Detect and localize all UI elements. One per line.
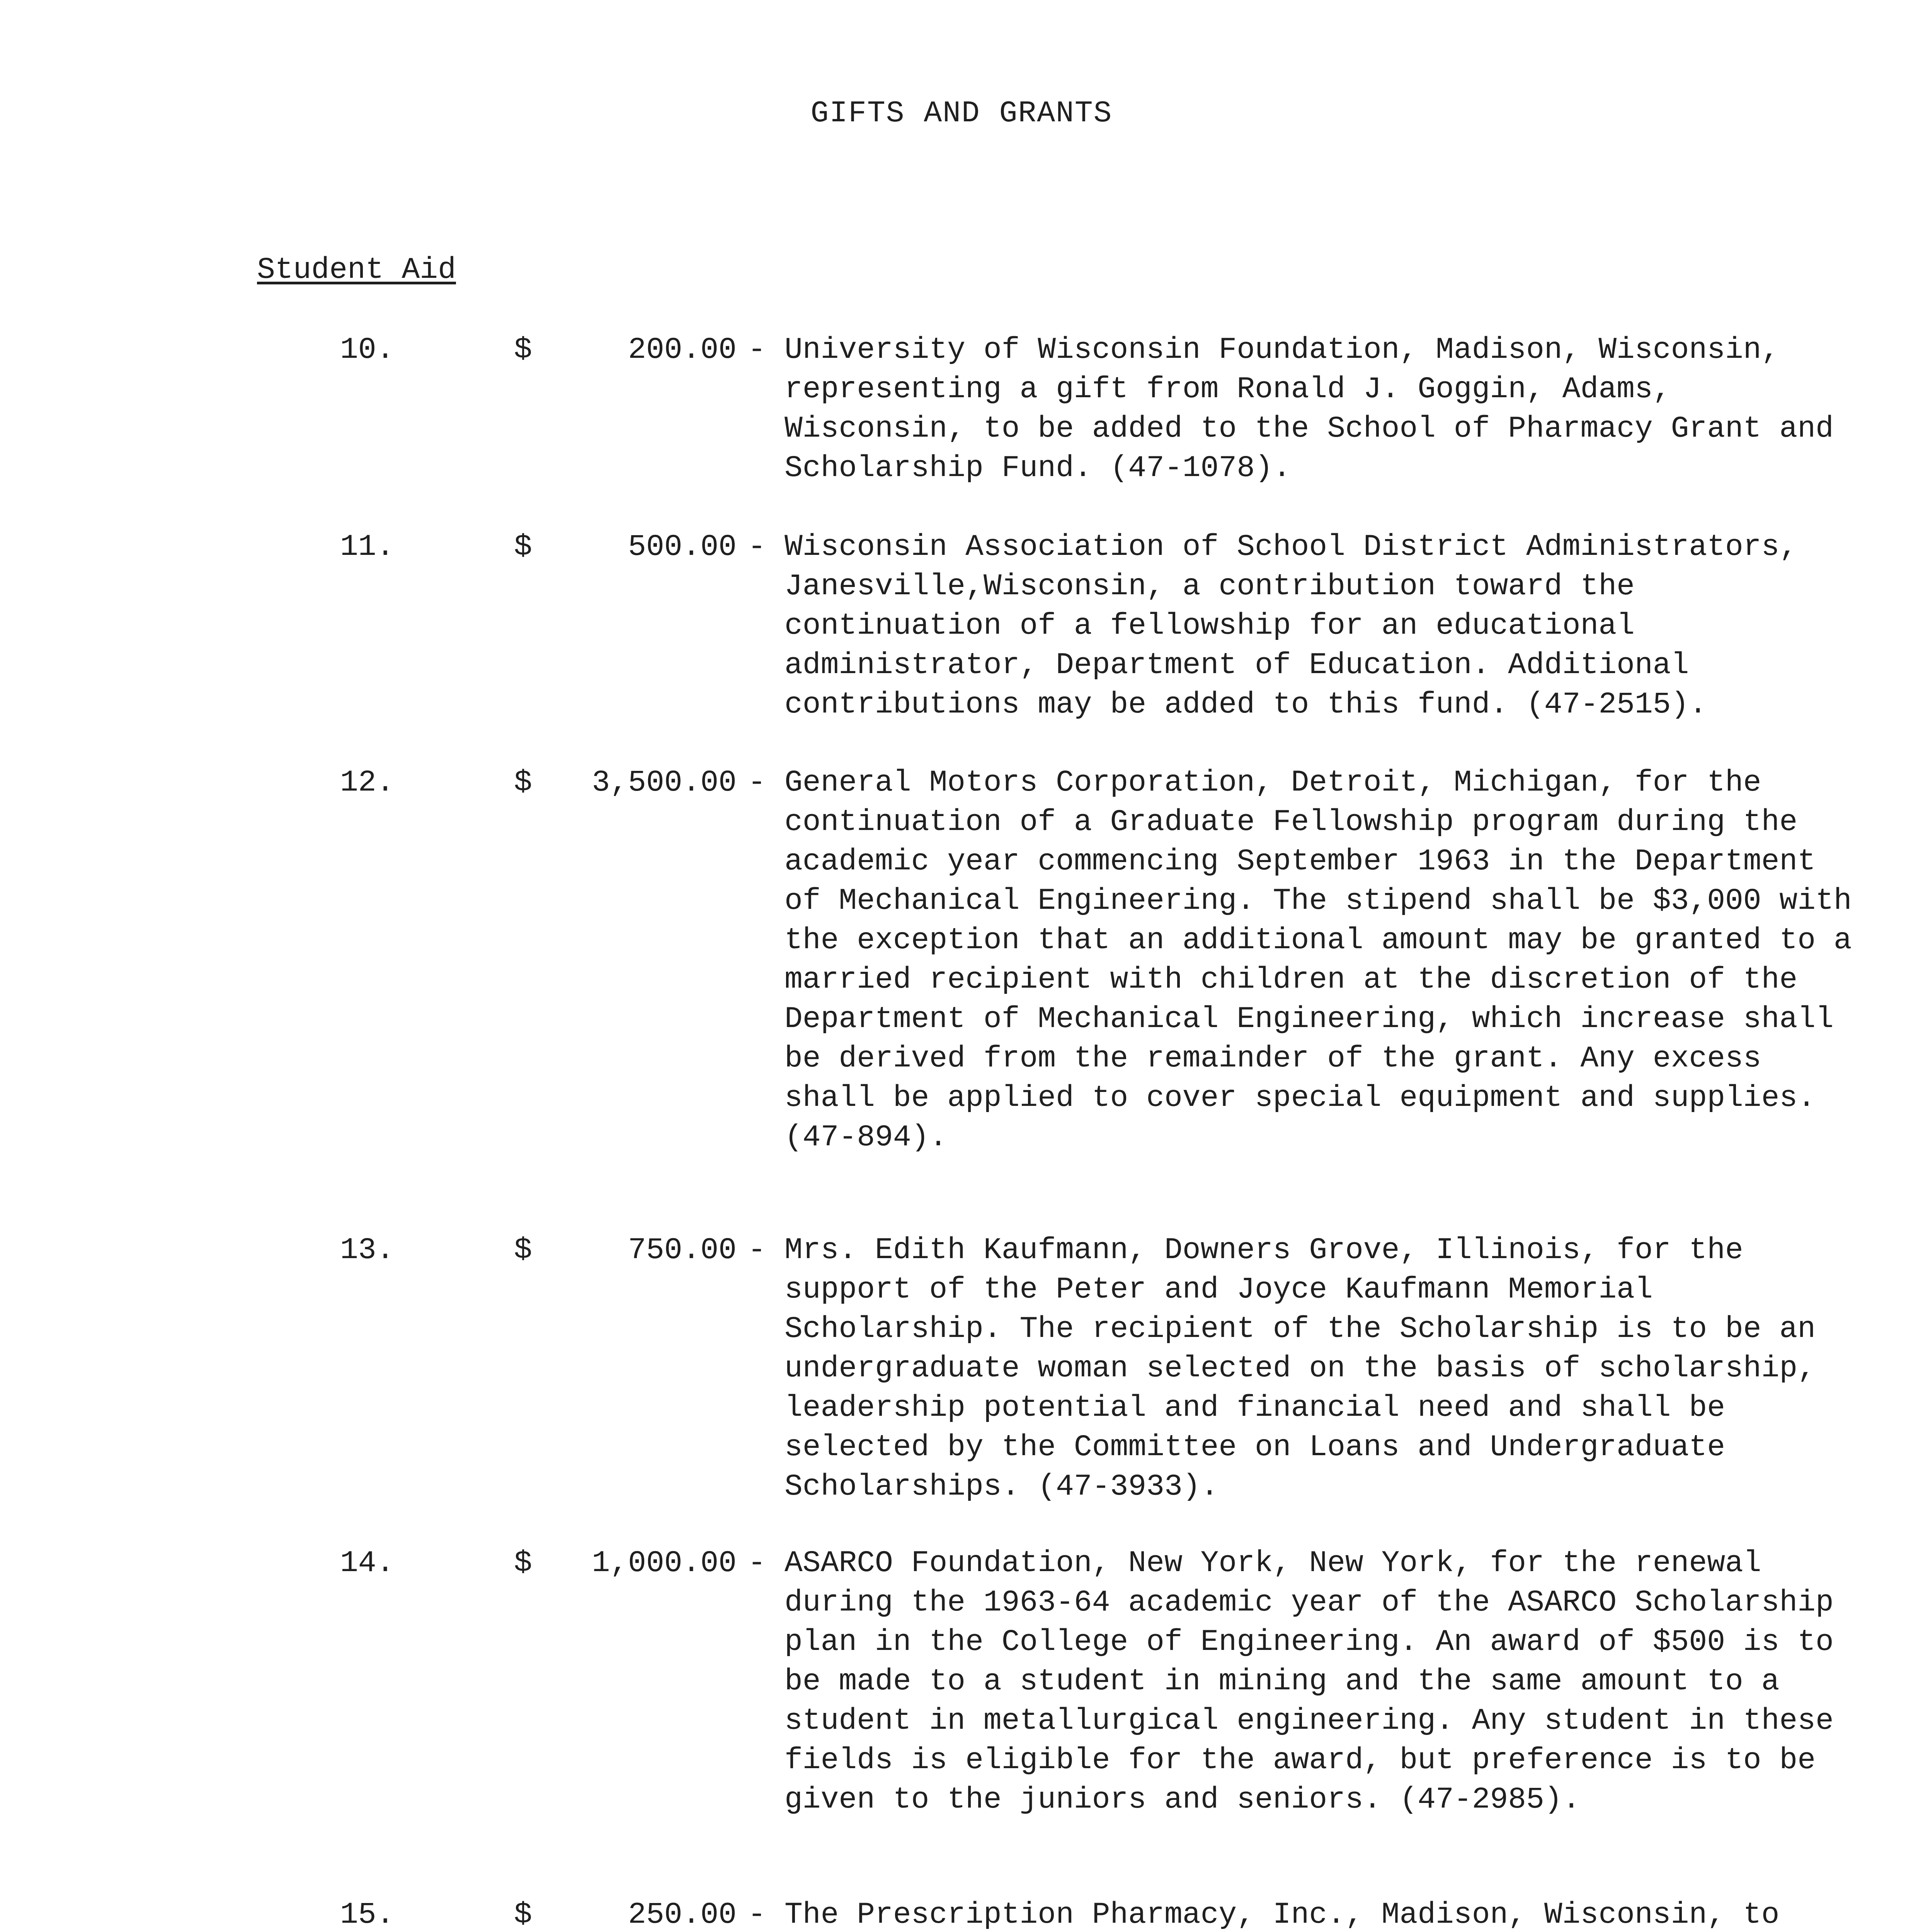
entry-number: 14. — [340, 1546, 395, 1580]
currency-symbol: $ — [514, 1898, 532, 1932]
entry-amount: 1,000.00 — [592, 1546, 737, 1580]
grant-entry — [0, 763, 1923, 1200]
section-heading: Student Aid — [257, 253, 456, 287]
entry-dash: - — [748, 1546, 766, 1580]
entry-amount: 3,500.00 — [592, 766, 737, 800]
entry-dash: - — [748, 1233, 766, 1267]
entry-description: Wisconsin Association of School District Administrators, Janesville,Wisconsin, a contribution toward the continuation of a fellowship for an educational administrator, Department of Education. Additional contributions may be added to this fund. (47-2515). — [785, 530, 1798, 722]
entry-amount: 500.00 — [628, 530, 737, 564]
currency-symbol: $ — [514, 333, 532, 367]
entry-dash: - — [748, 1898, 766, 1932]
entry-amount: 200.00 — [628, 333, 737, 367]
grant-entry — [0, 1895, 1923, 1932]
currency-symbol: $ — [514, 1546, 532, 1580]
grant-entry — [0, 1231, 1923, 1517]
entry-number: 11. — [340, 530, 395, 564]
entry-amount: 250.00 — [628, 1898, 737, 1932]
currency-symbol: $ — [514, 530, 532, 564]
entry-description: General Motors Corporation, Detroit, Michigan, for the continuation of a Graduate Fellowship program during the academic year commencing September 1963 in the Department of Mechanical Engineering. The stipend shall be $3,000 with the exception that an additional amount may be granted to a married recipient with children at the discretion of the Department of Mechanical Engineering, which increase shall be derived from the remainder of the grant. Any excess shall be applied to cover special equipment and supplies. (47-894). — [785, 766, 1852, 1155]
grant-entry — [0, 527, 1923, 728]
entry-amount: 750.00 — [628, 1233, 737, 1267]
entry-description: University of Wisconsin Foundation, Madison, Wisconsin, representing a gift from Ronald J. Goggin, Adams, Wisconsin, to be added to the School of Pharmacy Grant and Scholarship Fund. (47-1078). — [785, 333, 1834, 485]
entry-dash: - — [748, 530, 766, 564]
entry-number: 12. — [340, 766, 395, 800]
currency-symbol: $ — [514, 766, 532, 800]
currency-symbol: $ — [514, 1233, 532, 1267]
entry-description: Mrs. Edith Kaufmann, Downers Grove, Illinois, for the support of the Peter and Joyce Kaufmann Memorial Scholarship. The recipient of the Scholarship is to be an undergraduate woman selected on the basis of scholarship, leadership potential and financial need and shall be selected by the Committee on Loans and Undergraduate Scholarships. (47-3933). — [785, 1233, 1816, 1504]
entry-dash: - — [748, 333, 766, 367]
entry-number: 13. — [340, 1233, 395, 1267]
grant-entry — [0, 1544, 1923, 1868]
entry-description: ASARCO Foundation, New York, New York, for the renewal during the 1963-64 academic year of the ASARCO Scholarship plan in the College of Engineering. An award of $500 is to be made to a student in mining and the same amount to a student in metallurgical engineering. Any student in these fields is eligible for the award, but preference is to be given to the juniors and seniors. (47-2985). — [785, 1546, 1834, 1817]
entry-description: The Prescription Pharmacy, Inc., Madison, Wisconsin, to — [785, 1898, 1780, 1932]
grant-entry — [0, 330, 1923, 493]
entry-number: 15. — [340, 1898, 395, 1932]
entry-dash: - — [748, 766, 766, 800]
page-title: GIFTS AND GRANTS — [810, 97, 1113, 131]
entry-number: 10. — [340, 333, 395, 367]
